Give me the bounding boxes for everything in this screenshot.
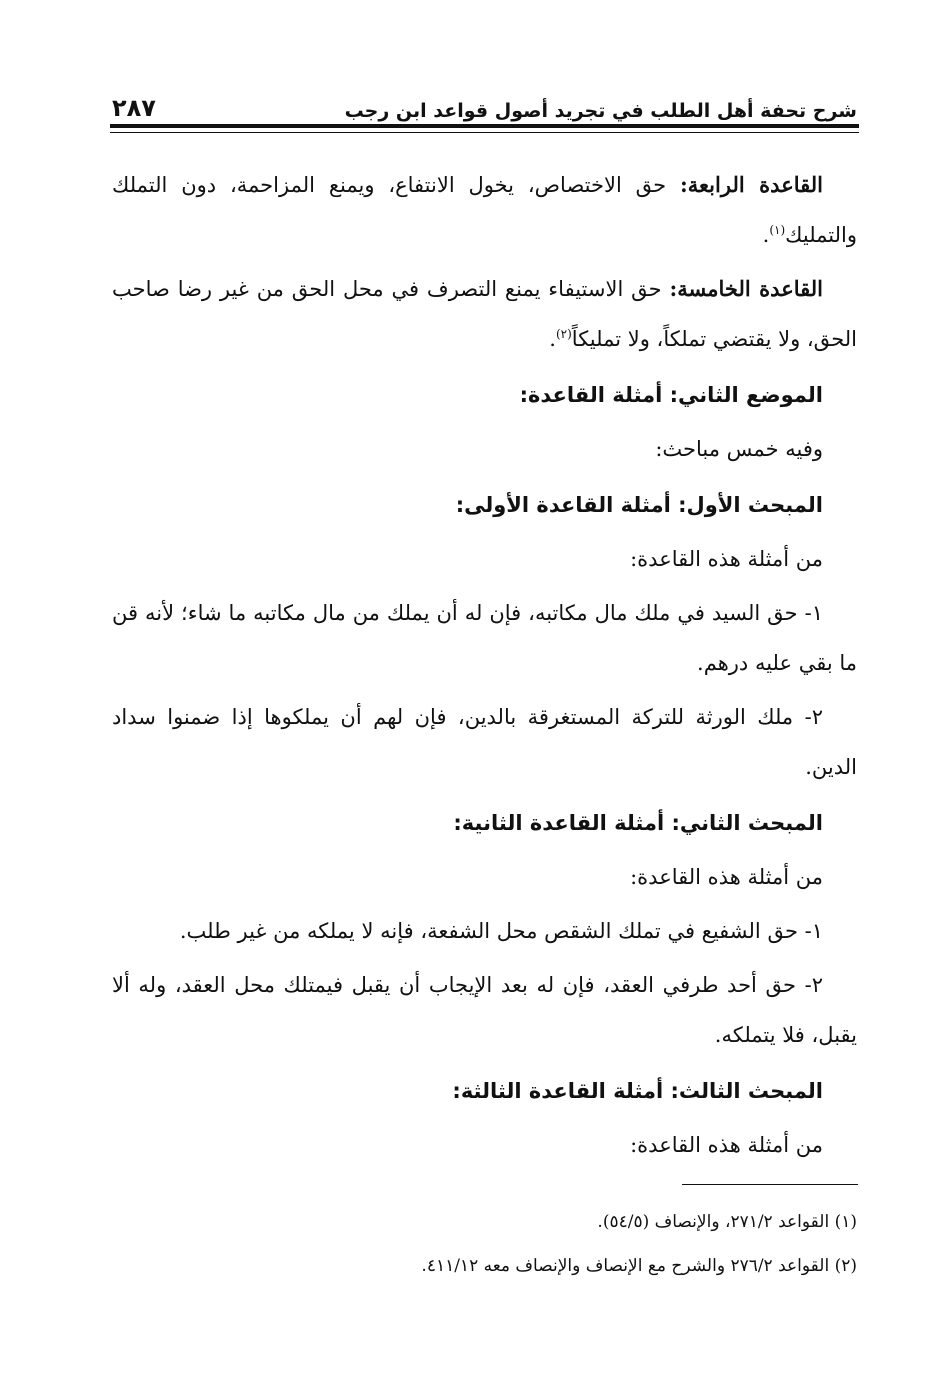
footnote-separator <box>682 1184 858 1185</box>
paragraph-text: حق الاستيفاء يمنع التصرف في محل الحق من غير رضا صاحب الحق، ولا يقتضي تملكاً، ولا تمليكاً <box>112 277 857 351</box>
list-item: ١- حق الشفيع في تملك الشقص محل الشفعة، فإنه لا يملكه من غير طلب. <box>179 919 823 943</box>
page-number: ٢٨٧ <box>112 94 156 122</box>
footnotes <box>112 1200 857 1288</box>
footnote: (١) القواعد ٢٧١/٢، والإنصاف (٥٤/٥). <box>597 1212 857 1232</box>
header-rule-thin <box>110 132 859 133</box>
rule-term: القاعدة الرابعة: <box>680 172 823 197</box>
main-text <box>112 160 857 1174</box>
rule-term: القاعدة الخامسة: <box>669 276 823 301</box>
paragraph: من أمثلة هذه القاعدة: <box>630 865 823 889</box>
header-rule-thick <box>110 124 859 128</box>
footnote-ref: (٢) <box>555 327 572 341</box>
paragraph-text: حق الاختصاص، يخول الانتفاع، ويمنع المزاحمة، دون التملك والتمليك <box>112 173 857 247</box>
paragraph-rule-four <box>112 160 857 260</box>
paragraph: من أمثلة هذه القاعدة: <box>630 547 823 571</box>
paragraph: من أمثلة هذه القاعدة: <box>630 1133 823 1157</box>
section-heading: المبحث الأول: أمثلة القاعدة الأولى: <box>455 493 823 517</box>
section-heading: الموضع الثاني: أمثلة القاعدة: <box>519 383 823 407</box>
paragraph-rule-five <box>112 264 857 364</box>
paragraph-end: . <box>762 223 770 247</box>
running-title: شرح تحفة أهل الطلب في تجريد أصول قواعد ابن رجب <box>344 100 857 122</box>
paragraph: وفيه خمس مباحث: <box>655 437 823 461</box>
footnote: (٢) القواعد ٢٧٦/٢ والشرح مع الإنصاف والإنصاف معه ٤١١/١٢. <box>421 1256 857 1276</box>
list-item: ٢- ملك الورثة للتركة المستغرقة بالدين، فإن لهم أن يملكوها إذا ضمنوا سداد الدين. <box>112 705 857 779</box>
section-heading: المبحث الثاني: أمثلة القاعدة الثانية: <box>453 811 823 835</box>
running-header <box>112 82 857 122</box>
footnote-ref: (١) <box>769 223 786 237</box>
section-heading: المبحث الثالث: أمثلة القاعدة الثالثة: <box>452 1079 823 1103</box>
paragraph-end: . <box>549 327 556 351</box>
list-item: ١- حق السيد في ملك مال مكاتبه، فإن له أن يملك من مال مكاتبه ما شاء؛ لأنه قن ما بقي عليه درهم. <box>112 601 857 675</box>
list-item: ٢- حق أحد طرفي العقد، فإن له بعد الإيجاب أن يقبل فيمتلك محل العقد، وله ألا يقبل، فلا يتملكه. <box>112 973 857 1047</box>
